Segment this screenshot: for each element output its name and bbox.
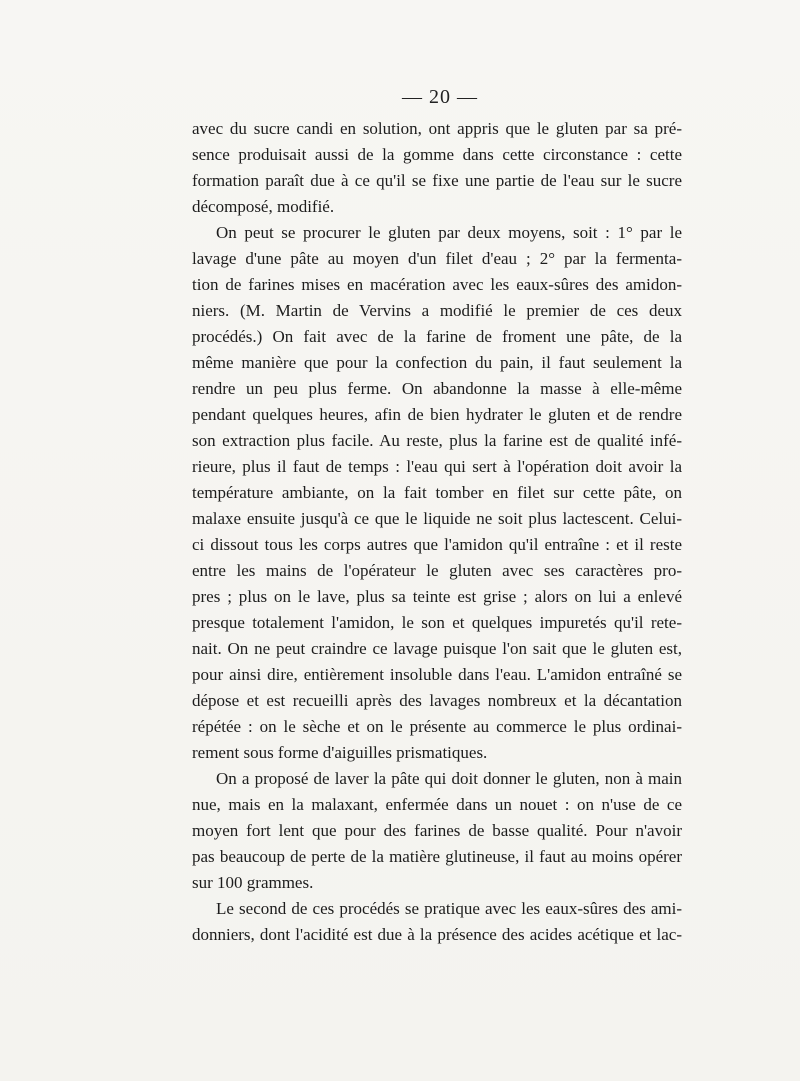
text-line: niers. (M. Martin de Vervins a modifié le premier de ces deux [192,301,682,320]
text-line: tion de farines mises en macération avec les eaux-sûres des amidon- [192,275,682,294]
text-line: procédés.) On fait avec de la farine de froment une pâte, de la [192,327,682,346]
text-line: température ambiante, on la fait tomber en filet sur cette pâte, on [192,483,682,502]
text-line: sur 100 grammes. [192,873,314,892]
paragraph-3 [192,766,682,896]
text-line: presque totalement l'amidon, le son et quelques impuretés qu'il rete- [192,613,682,632]
text-line: formation paraît due à ce qu'il se fixe une partie de l'eau sur le sucre [192,171,682,190]
text-line: malaxe ensuite jusqu'à ce que le liquide ne soit plus lactescent. Celui- [192,509,682,528]
text-line: son extraction plus facile. Au reste, plus la farine est de qualité infé- [192,431,682,450]
text-line: pour ainsi dire, entièrement insoluble dans l'eau. L'amidon entraîné se [192,665,682,684]
text-line: nait. On ne peut craindre ce lavage puisque l'on sait que le gluten est, [192,639,682,658]
paragraph-2 [192,220,682,766]
text-line: sence produisait aussi de la gomme dans cette circonstance : cette [192,145,682,164]
text-line: même manière que pour la confection du pain, il faut seulement la [192,353,682,372]
text-line: On peut se procurer le gluten par deux moyens, soit : 1° par le [216,223,682,242]
text-line: répétée : on le sèche et on le présente au commerce le plus ordinai- [192,717,682,736]
text-line: pendant quelques heures, afin de bien hydrater le gluten et de rendre [192,405,682,424]
text-line: pres ; plus on le lave, plus sa teinte est grise ; alors on lui a enlevé [192,587,682,606]
text-line: rement sous forme d'aiguilles prismatiques. [192,743,488,762]
paragraph-4 [192,896,682,948]
text-line: nue, mais en la malaxant, enfermée dans un nouet : on n'use de ce [192,795,682,814]
text-line: rendre un peu plus ferme. On abandonne la masse à elle-même [192,379,682,398]
text-line: entre les mains de l'opérateur le gluten avec ses caractères pro- [192,561,682,580]
text-line: pas beaucoup de perte de la matière glutineuse, il faut au moins opérer [192,847,682,866]
page-number: — 20 — [402,86,478,108]
text-line: rieure, plus il faut de temps : l'eau qui sert à l'opération doit avoir la [192,457,682,476]
text-line: donniers, dont l'acidité est due à la présence des acides acétique et lac- [192,925,682,944]
text-line: décomposé, modifié. [192,197,335,216]
paragraph-1 [192,116,682,220]
text-line: Le second de ces procédés se pratique avec les eaux-sûres des ami- [216,899,682,918]
text-line: On a proposé de laver la pâte qui doit donner le gluten, non à main [216,769,682,788]
text-line: dépose et est recueilli après des lavages nombreux et la décantation [192,691,682,710]
text-line: avec du sucre candi en solution, ont appris que le gluten par sa pré- [192,119,682,138]
body-text [192,116,682,948]
text-line: lavage d'une pâte au moyen d'un filet d'eau ; 2° par la fermenta- [192,249,682,268]
text-line: ci dissout tous les corps autres que l'amidon qu'il entraîne : et il reste [192,535,682,554]
text-line: moyen fort lent que pour des farines de basse qualité. Pour n'avoir [192,821,682,840]
